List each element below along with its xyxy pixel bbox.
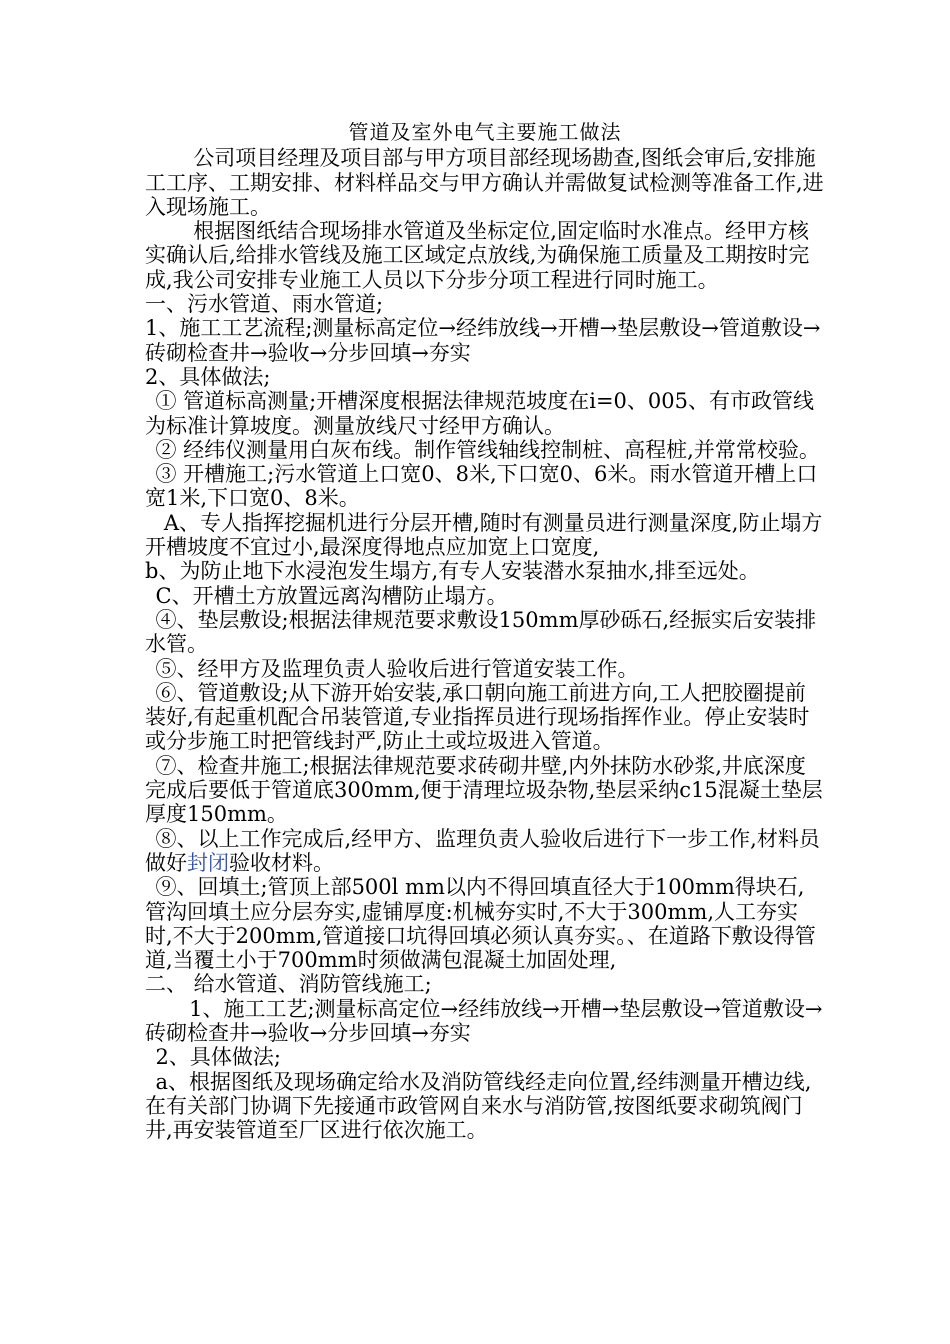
method-heading-1: 2、具体做法; (145, 364, 271, 389)
paragraph-positioning: 根据图纸结合现场排水管道及坐标定位,固定临时水准点。经甲方核实确认后,给排水管线及施工区域定点放线,为确保施工质量及工期按时完成,我公司安排专业施工人员以下分步分项工程进行同时施工。 (145, 219, 810, 292)
section-heading-1: 一、污水管道、雨水管道; (145, 292, 384, 317)
step-a: a、根据图纸及现场确定给水及消防管线经走向位置,经纬测量开槽边线,在有关部门协调下先接通市政管网自来水与消防管,按图纸要求砌筑阀门井,再安装管道至厂区进行依次施工。 (145, 1069, 812, 1143)
step-6: ⑥、管道敷设;从下游开始安装,承口朝向施工前进方向,工人把胶圈提前装好,有起重机配合吊装管道,专业指挥员进行现场指挥作业。停止安装时或分步施工时把管线封严,防止土或垃圾进入管道。 (145, 680, 810, 754)
method-heading-2: 2、具体做法; (155, 1045, 281, 1070)
step-3: ③ 开槽施工;污水管道上口宽0、8米,下口宽0、6米。雨水管道开槽上口宽1米,下口宽0、8米。 (145, 462, 818, 511)
step-3-b: b、为防止地下水浸泡发生塌方,有专人安装潜水泵抽水,排至远处。 (145, 559, 760, 584)
process-flow-2: 1、施工工艺;测量标高定位→经纬放线→开槽→垫层敷设→管道敷设→砖砌检查井→验收→分步回填→夯实 (145, 996, 823, 1045)
step-4: ④、垫层敷设;根据法律规范要求敷设150mm厚砂砾石,经振实后安装排水管。 (145, 607, 817, 657)
step-1: ① 管道标高测量;开槽深度根据法律规范坡度在i=0、005、有市政管线为标准计算坡度。测量放线尺寸经甲方确认。 (145, 389, 815, 438)
step-9: ⑨、回填土;管顶上部500l mm以内不得回填直径大于100mm得块石,管沟回填土应分层夯实,虚铺厚度:机械夯实时,不大于300mm,人工夯实时,不大于200mm,管道接口坑得回填必须认真夯实。、在道路下敷设得管道,当覆土小于700mm时须做满包混凝土加固处理, (145, 875, 816, 973)
step-2: ② 经纬仪测量用白灰布线。制作管线轴线控制桩、高程桩,并常常校验。 (155, 437, 820, 462)
step-8-tail: 验收材料。 (229, 850, 334, 875)
step-3-a: A、专人指挥挖掘机进行分层开槽,随时有测量员进行测量深度,防止塌方开槽坡度不宜过小,最深度得地点应加宽上口宽度, (145, 510, 823, 560)
step-3-c: C、开槽土方放置远离沟槽防止塌方。 (155, 583, 508, 608)
paragraph-intro: 公司项目经理及项目部与甲方项目部经现场勘查,图纸会审后,安排施工工序、工期安排、材料样品交与甲方确认并需做复试检测等准备工作,进入现场施工。 (145, 146, 824, 219)
process-flow-1: 1、施工工艺流程;测量标高定位→经纬放线→开槽→垫层敷设→管道敷设→砖砌检查井→验收→分步回填→夯实 (145, 316, 821, 365)
step-8 (145, 827, 825, 876)
step-8-link[interactable]: 封闭 (187, 850, 229, 875)
section-heading-2: 二、 给水管道、消防管线施工; (145, 972, 432, 997)
step-7: ⑦、检查井施工;根据法律规范要求砖砌井壁,内外抹防水砂浆,井底深度完成后要低于管道底300mm,便于清理垃圾杂物,垫层采纳c15混凝土垫层厚度150mm。 (145, 753, 823, 827)
step-8-text: ⑧、以上工作完成后,经甲方、监理负责人验收后进行下一步工作,材料员做好 (145, 826, 820, 875)
document-title: 管道及室外电气主要施工做法 (348, 120, 622, 144)
step-5: ⑤、经甲方及监理负责人验收后进行管道安装工作。 (155, 656, 639, 681)
document-body (145, 120, 825, 1142)
